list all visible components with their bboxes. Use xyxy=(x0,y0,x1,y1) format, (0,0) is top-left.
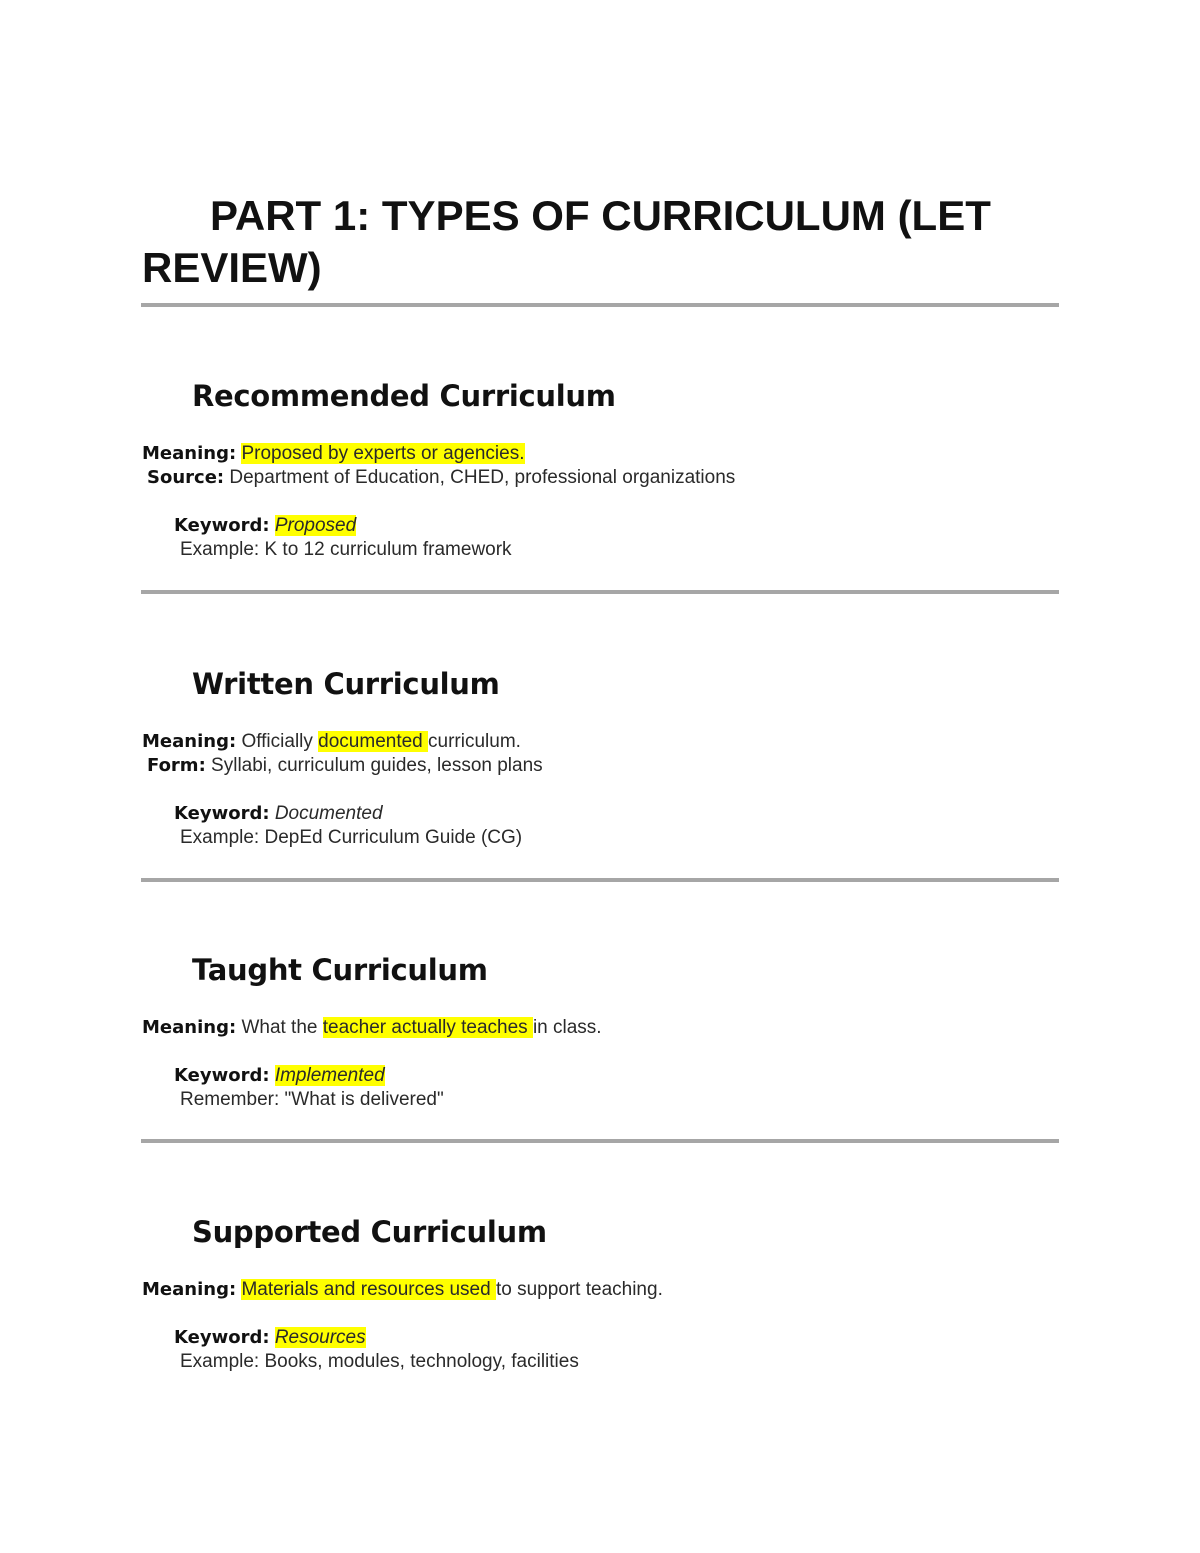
meaning-line xyxy=(142,442,1062,466)
keyword-line xyxy=(142,514,1062,538)
meaning-text: to support teaching. xyxy=(495,1279,663,1300)
keyword-line xyxy=(142,1064,1062,1088)
meaning-label: Meaning: xyxy=(142,1017,237,1038)
keyword-line xyxy=(142,802,1062,826)
meaning-label: Meaning: xyxy=(142,443,237,464)
meaning-line xyxy=(142,1278,1062,1302)
remember-line: Remember: "What is delivered" xyxy=(180,1089,444,1110)
keyword-line xyxy=(142,1326,1062,1350)
highlighted-text: Proposed by experts or agencies. xyxy=(241,443,525,464)
section-heading: Taught Curriculum xyxy=(192,953,488,987)
form-line xyxy=(142,754,1062,778)
keyword-label: Keyword: xyxy=(174,803,270,824)
page-title: PART 1: TYPES OF CURRICULUM (LET REVIEW) xyxy=(142,192,991,291)
meaning-line xyxy=(142,1016,1062,1040)
section-written-curriculum xyxy=(142,666,1062,850)
highlighted-text: teacher actually teaches xyxy=(322,1017,533,1038)
section-heading: Written Curriculum xyxy=(192,667,500,701)
highlighted-text: Materials and resources used xyxy=(241,1279,496,1300)
example-line: Example: Books, modules, technology, facilities xyxy=(180,1351,579,1372)
meaning-line xyxy=(142,730,1062,754)
highlighted-text: documented xyxy=(318,731,429,752)
divider xyxy=(141,590,1059,594)
keyword-value: Proposed xyxy=(274,515,357,536)
meaning-text: curriculum. xyxy=(428,731,521,752)
keyword-value: Resources xyxy=(274,1327,366,1348)
section-supported-curriculum xyxy=(142,1214,1062,1374)
section-heading: Supported Curriculum xyxy=(192,1215,547,1249)
source-text: Department of Education, CHED, professional organizations xyxy=(229,467,736,488)
source-label: Source: xyxy=(147,467,225,488)
section-taught-curriculum xyxy=(142,952,1062,1112)
form-text: Syllabi, curriculum guides, lesson plans xyxy=(211,755,543,776)
keyword-label: Keyword: xyxy=(174,1065,270,1086)
divider xyxy=(141,1139,1059,1143)
keyword-value: Documented xyxy=(274,803,383,824)
meaning-text: in class. xyxy=(532,1017,602,1038)
divider xyxy=(141,303,1059,307)
meaning-label: Meaning: xyxy=(142,1279,237,1300)
divider xyxy=(141,878,1059,882)
meaning-text: Officially xyxy=(241,731,319,752)
source-line xyxy=(142,466,1062,490)
keyword-value: Implemented xyxy=(274,1065,385,1086)
section-recommended-curriculum xyxy=(142,378,1062,562)
form-label: Form: xyxy=(147,755,206,776)
example-line: Example: K to 12 curriculum framework xyxy=(180,539,512,560)
keyword-label: Keyword: xyxy=(174,1327,270,1348)
meaning-label: Meaning: xyxy=(142,731,237,752)
keyword-label: Keyword: xyxy=(174,515,270,536)
example-line: Example: DepEd Curriculum Guide (CG) xyxy=(180,827,523,848)
section-heading: Recommended Curriculum xyxy=(192,379,616,413)
meaning-text: What the xyxy=(241,1017,323,1038)
